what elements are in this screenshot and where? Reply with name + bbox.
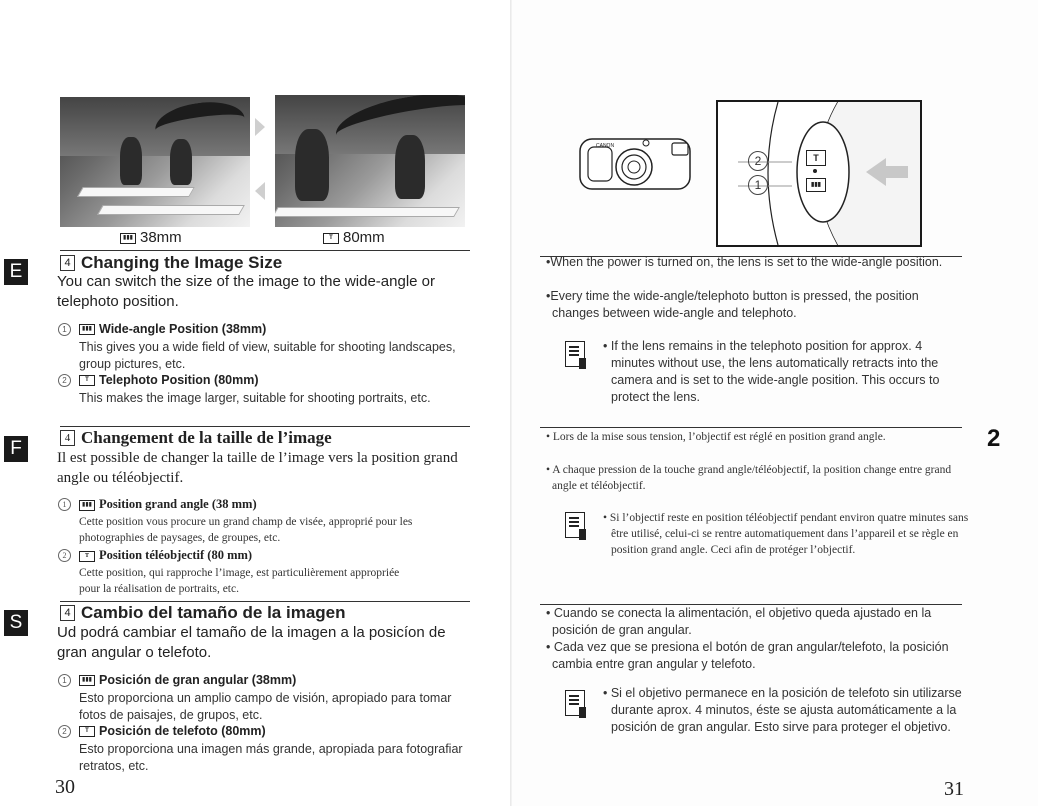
right-spanish-bullet-2: • Cada vez que se presiona el botón de gran angular/telefoto, la posición cambia entre gran angular y telefoto. <box>546 640 949 671</box>
intro-french: Il est possible de changer la taille de l’image vers la position grand angle ou téléobjectif. <box>57 450 458 486</box>
item-body-english-2: This makes the image larger, suitable for shooting portraits, etc. <box>79 391 431 405</box>
item-body-spanish-1: Esto proporciona un amplio campo de visión, apropiado para tomar fotos de paisajes, de grupos, etc. <box>79 691 452 722</box>
right-english-note: • If the lens remains in the telephoto position for approx. 4 minutes without use, the lens automatically retracts into the camera and is set to the wide-angle position. This occurs to protect the lens. <box>603 339 940 404</box>
right-spanish-note: • Si el objetivo permanece en la posición de telefoto sin utilizarse durante aprox. 4 minutos, éste se ajusta automáticamente a la posición de gran angular. Esto sirve para proteger el objetivo. <box>603 686 962 734</box>
item-head-french-1: 1 ▮▮▮ Position grand angle (38 mm) <box>58 497 257 512</box>
callout-1: 1 <box>748 175 768 195</box>
item-head-english-2: 2 T Telephoto Position (80mm) <box>58 373 259 387</box>
right-english-bullet-2: •Every time the wide-angle/telephoto button is pressed, the position changes between wide-angle and telephoto. <box>546 289 919 320</box>
item-head-english-1: 1 ▮▮▮ Wide-angle Position (38mm) <box>58 322 266 336</box>
button-separator-dot <box>813 169 817 173</box>
arrow-right-icon <box>255 118 265 136</box>
callout-2: 2 <box>748 151 768 171</box>
lang-tag-spanish: S <box>4 610 28 636</box>
right-spanish-bullet-1: • Cuando se conecta la alimentación, el objetivo queda ajustado en la posición de gran angular. <box>546 606 932 637</box>
camera-brand: CANON <box>596 143 615 149</box>
item-head-spanish-1: 1 ▮▮▮ Posición de gran angular (38mm) <box>58 673 296 687</box>
section-title-french: 4 Changement de la taille de l’image <box>60 428 332 448</box>
telephoto-icon: T <box>79 551 95 562</box>
page-number-right: 31 <box>944 778 964 800</box>
right-french-note: • Si l’objectif reste en position téléobjectif pendant environ quatre minutes sans être utilisé, celui-ci se rentre automatiquement dans l’appareil et se règle en position grand angle. Ceci afin de protéger l’objectif. <box>603 512 969 556</box>
item-body-spanish-2: Esto proporciona una imagen más grande, apropiada para fotografiar retratos, etc. <box>79 742 463 773</box>
wide-caption: ▮▮▮ 38mm <box>120 229 182 246</box>
telephoto-photo <box>275 95 465 227</box>
zoom-button-detail <box>716 100 922 247</box>
note-icon <box>565 690 585 716</box>
wide-button-icon: ▮▮▮ <box>806 178 826 192</box>
chapter-number: 2 <box>987 425 1001 452</box>
intro-english: You can switch the size of the image to the wide-angle or telephoto position. <box>57 273 436 310</box>
note-icon <box>565 512 585 538</box>
arrow-left-icon <box>255 182 265 200</box>
wide-angle-icon: ▮▮▮ <box>120 233 136 244</box>
intro-spanish: Ud podrá cambiar el tamaño de la imagen a la posicíon de gran angular o telefoto. <box>57 624 446 661</box>
item-body-french-1: Cette position vous procure un grand champ de visée, approprié pour les photographies de paysages, de groupes, etc. <box>79 516 413 544</box>
wide-angle-icon: ▮▮▮ <box>79 324 95 335</box>
zoom-button-illustration <box>718 102 920 245</box>
telephoto-icon: T <box>79 726 95 737</box>
wide-angle-icon: ▮▮▮ <box>79 675 95 686</box>
section-title-english: 4 Changing the Image Size <box>60 253 282 273</box>
camera-icon <box>578 133 698 193</box>
item-head-spanish-2: 2 T Posición de telefoto (80mm) <box>58 724 266 738</box>
camera-front-diagram <box>578 133 698 193</box>
section-title-spanish: 4 Cambio del tamaño de la imagen <box>60 603 346 623</box>
lang-tag-english: E <box>4 259 28 285</box>
right-french-bullet-2: • A chaque pression de la touche grand angle/téléobjectif, la position change entre grand angle et téléobjectif. <box>546 464 952 492</box>
right-french-bullet-1: • Lors de la mise sous tension, l’objectif est réglé en position grand angle. <box>546 431 886 443</box>
item-head-french-2: 2 T Position téléobjectif (80 mm) <box>58 548 252 563</box>
item-body-french-2: Cette position, qui rapproche l’image, est particulièrement appropriée pour la réalisation de portraits, etc. <box>79 567 400 595</box>
telephoto-icon: T <box>79 375 95 386</box>
tele-caption: T 80mm <box>323 229 385 246</box>
lang-tag-french: F <box>4 436 28 462</box>
telephoto-button-icon: T <box>806 150 826 166</box>
right-english-bullet-1: •When the power is turned on, the lens is set to the wide-angle position. <box>546 255 943 269</box>
telephoto-icon: T <box>323 233 339 244</box>
item-body-english-1: This gives you a wide field of view, suitable for shooting landscapes, group pictures, etc. <box>79 340 456 371</box>
wide-angle-icon: ▮▮▮ <box>79 500 95 511</box>
wide-angle-photo <box>60 97 250 227</box>
page-number-left: 30 <box>55 776 75 798</box>
note-icon <box>565 341 585 367</box>
